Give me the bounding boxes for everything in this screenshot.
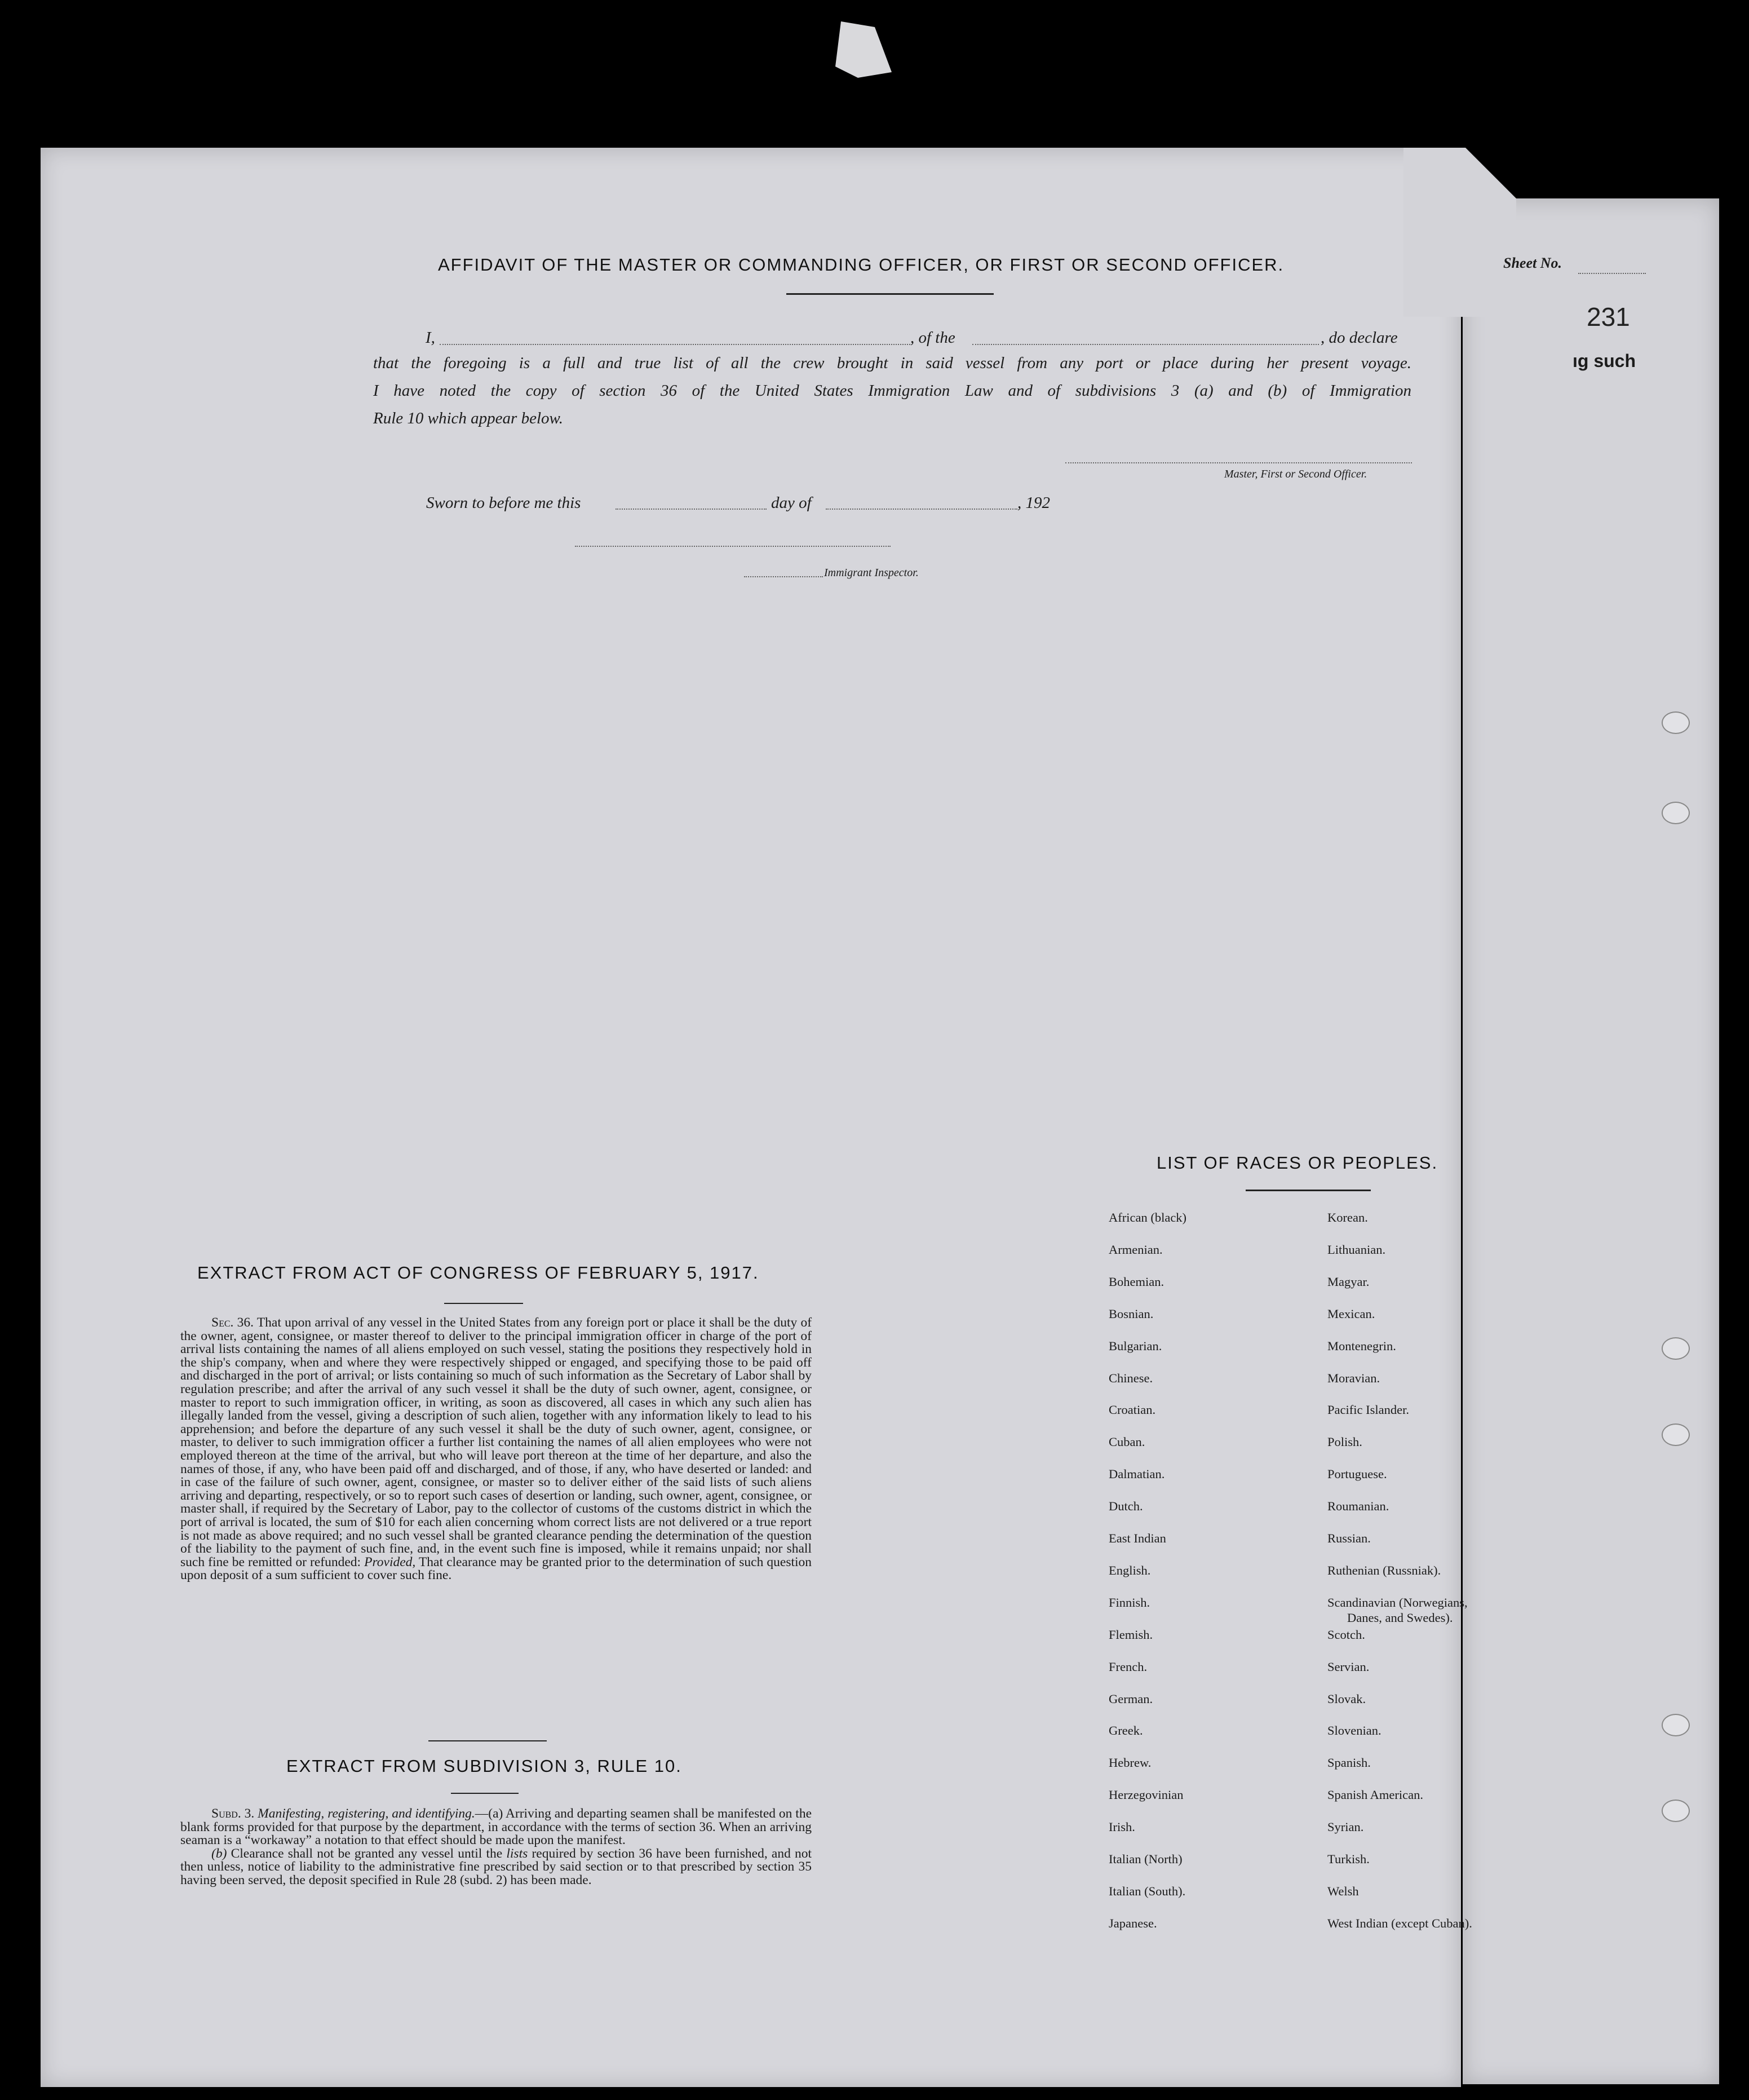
section-36-end: That clearance may be granted prior to the determination of such question upon deposit of a sum sufficient to cover such fine. <box>180 1554 812 1583</box>
race-item: Moravian. <box>1327 1370 1380 1385</box>
punch-hole <box>1662 1423 1690 1446</box>
race-item: Flemish. <box>1109 1627 1153 1642</box>
race-item: West Indian (except Cuban). <box>1327 1916 1472 1930</box>
affidavit-title: AFFIDAVIT OF THE MASTER OR COMMANDING OFFICER, OR FIRST OR SECOND OFFICER. <box>438 255 1285 275</box>
race-item: Dutch. <box>1109 1499 1143 1514</box>
race-item: Japanese. <box>1109 1916 1157 1930</box>
race-item: Hebrew. <box>1109 1756 1152 1770</box>
subd-label: Subd. 3. <box>211 1806 255 1821</box>
master-signature-line[interactable] <box>1065 462 1412 463</box>
race-item: Italian (North) <box>1109 1852 1183 1866</box>
race-item: East Indian <box>1109 1531 1166 1545</box>
race-item: Cuban. <box>1109 1435 1145 1449</box>
do-declare-label: , do declare <box>1321 329 1398 347</box>
sheet-number-line <box>1578 273 1646 274</box>
edge-text-fragment: ıg such <box>1573 351 1636 371</box>
race-item: Spanish American. <box>1327 1788 1423 1802</box>
race-item: Polish. <box>1327 1435 1362 1449</box>
race-item: Scotch. <box>1327 1627 1365 1642</box>
declaration-line-2: that the foregoing is a full and true list of all the crew brought in said vessel from any port or place during her present voyage. <box>373 354 1411 372</box>
race-item: Welsh <box>1327 1884 1359 1898</box>
race-item: Bulgarian. <box>1109 1338 1162 1353</box>
race-item: Greek. <box>1109 1723 1143 1738</box>
provided-word: Provided, <box>364 1554 416 1570</box>
race-item: Servian. <box>1327 1659 1370 1674</box>
section-label: Sec. 36. <box>211 1315 254 1330</box>
torn-corner <box>1403 148 1516 317</box>
inspector-signature-lead <box>744 576 823 577</box>
rule-extract-title: EXTRACT FROM SUBDIVISION 3, RULE 10. <box>286 1756 682 1776</box>
vessel-field[interactable] <box>972 344 1319 345</box>
sworn-year: , 192 <box>1017 494 1050 512</box>
race-item: French. <box>1109 1659 1148 1674</box>
sworn-prefix: Sworn to before me this <box>426 494 581 512</box>
race-item: Chinese. <box>1109 1370 1153 1385</box>
race-item: Lithuanian. <box>1327 1242 1386 1257</box>
race-item: Magyar. <box>1327 1274 1370 1289</box>
declarant-name-field[interactable] <box>440 344 910 345</box>
race-item: Korean. <box>1327 1210 1368 1224</box>
subd-heading: Manifesting, registering, and identifying. <box>258 1806 475 1821</box>
punch-hole <box>1662 1714 1690 1736</box>
para-b-label: (b) <box>211 1846 227 1861</box>
sworn-day-label: day of <box>771 494 812 512</box>
section-36-body: That upon arrival of any vessel in the United States from any foreign port or place it shall be the duty of the owner, agent, consignee, or master thereof to deliver to the principal immigration officer in charge of the port of arrival lists containing the names of all aliens employed on such vessel, stating the positions they respectively hold in the ship's company, when and where they were respectively shipped or engaged, and specifying those to be paid off and discharged in the port of arrival; or lists containing so much of such information as the Secretary of Labor shall by regulation prescribe; and after the arrival of any such vessel it shall be the duty of such owner, agent, consignee, or master to report to such immigration officer, in writing, as soon as discovered, all cases in which any such alien has illegally landed from the vessel, giving a description of such alien, together with any information likely to lead to his apprehension; and before the departure of any such vessel it shall be the duty of such owner, agent, consignee, or master, to deliver to such immigration officer a further list containing the names of all alien employees who were not employed thereon at the time of the arrival, but who will leave port thereon at the time of her departure, and also the names of those, if any, who have been paid off and discharged, and of those, if any, who have deserted or landed: and in case of the failure of such owner, agent, consignee, or master so to deliver either of the said lists of such aliens arriving and departing, respectively, or so to report such cases of desertion or landing, such owner, agent, consignee, or master shall, if required by the Secretary of Labor, pay to the collector of customs of the customs district in which the port of arrival is located, the sum of $10 for each alien concerning whom correct lists are not delivered or a true report is not made as above required; and no such vessel shall be granted clearance pending the determination of the question of the liability to the payment of such fine, and, in the event such fine is imposed, while it remains unpaid; nor shall such fine be remitted or refunded: <box>180 1315 812 1570</box>
race-item: Slovenian. <box>1327 1723 1382 1738</box>
punch-hole <box>1662 802 1690 824</box>
race-item: Italian (South). <box>1109 1884 1186 1898</box>
race-item: Finnish. <box>1109 1595 1150 1610</box>
sheet-label: Sheet No. <box>1503 255 1562 271</box>
declarant-prefix: I, <box>426 329 435 347</box>
master-signature-label: Master, First or Second Officer. <box>1224 468 1367 480</box>
race-item: English. <box>1109 1563 1151 1577</box>
race-item: African (black) <box>1109 1210 1187 1224</box>
race-item: Armenian. <box>1109 1242 1163 1257</box>
race-item: Slovak. <box>1327 1691 1366 1706</box>
races-title: LIST OF RACES OR PEOPLES. <box>1157 1153 1438 1173</box>
form-page <box>41 148 1461 2087</box>
race-item: Roumanian. <box>1327 1499 1389 1514</box>
race-item: Montenegrin. <box>1327 1338 1396 1353</box>
race-item: Russian. <box>1327 1531 1371 1545</box>
scandinavian-continuation: Danes, and Swedes). <box>1347 1611 1453 1625</box>
inspector-label: Immigrant Inspector. <box>824 567 919 579</box>
of-the-label: , of the <box>910 329 955 347</box>
punch-hole <box>1662 1337 1690 1360</box>
paper-scrap <box>835 21 892 78</box>
para-b-1: Clearance shall not be granted any vessel until the <box>231 1846 503 1861</box>
sworn-month-field[interactable] <box>826 509 1017 510</box>
sworn-day-field[interactable] <box>616 509 767 510</box>
inspector-signature-line[interactable] <box>575 546 891 547</box>
race-item: Herzegovinian <box>1109 1788 1184 1802</box>
sheet-number: 231 <box>1587 302 1630 331</box>
declaration-line-3: I have noted the copy of section 36 of the United States Immigration Law and of subdivisions 3 (a) and (b) of Immigration <box>373 382 1411 400</box>
punch-hole <box>1662 1800 1690 1822</box>
race-item: Mexican. <box>1327 1306 1375 1321</box>
para-a: —(a) Arriving and departing seamen shall be manifested on the blank forms provided for that purpose by the department, in accordance with the terms of section 36. When an arriving seaman is a “workaway” a notation to that effect should be made upon the manifest. <box>180 1806 812 1848</box>
race-item: German. <box>1109 1691 1153 1706</box>
races-title-underline <box>1246 1190 1371 1191</box>
race-item: Ruthenian (Russniak). <box>1327 1563 1441 1577</box>
race-item: Portuguese. <box>1327 1467 1387 1482</box>
race-item: Pacific Islander. <box>1327 1403 1409 1417</box>
race-item: Syrian. <box>1327 1820 1364 1834</box>
race-item: Bosnian. <box>1109 1306 1154 1321</box>
race-item: Bohemian. <box>1109 1274 1164 1289</box>
title-underline <box>786 293 994 295</box>
punch-hole <box>1662 711 1690 734</box>
subdivision-3-text <box>180 1807 812 1887</box>
para-b-2: required by section 36 have been furnished, and not then unless, notice of liability to the administrative fine prescribed by said section or to that prescribed by section 35 having been served, the deposit specified in Rule 28 (subd. 2) has been made. <box>180 1846 812 1887</box>
race-item: Turkish. <box>1327 1852 1370 1866</box>
race-item: Scandinavian (Norwegians, <box>1327 1595 1468 1610</box>
lists-word: lists <box>506 1846 528 1861</box>
race-item: Spanish. <box>1327 1756 1371 1770</box>
race-item: Dalmatian. <box>1109 1467 1165 1482</box>
race-item: Irish. <box>1109 1820 1135 1834</box>
race-item: Croatian. <box>1109 1403 1156 1417</box>
declaration-line-4: Rule 10 which appear below. <box>373 409 563 427</box>
section-separator <box>428 1740 547 1741</box>
section-36-text <box>180 1316 812 1582</box>
act-extract-title: EXTRACT FROM ACT OF CONGRESS OF FEBRUARY 5, 1917. <box>197 1263 759 1283</box>
act-title-underline <box>444 1303 523 1304</box>
rule-title-underline <box>451 1793 519 1794</box>
